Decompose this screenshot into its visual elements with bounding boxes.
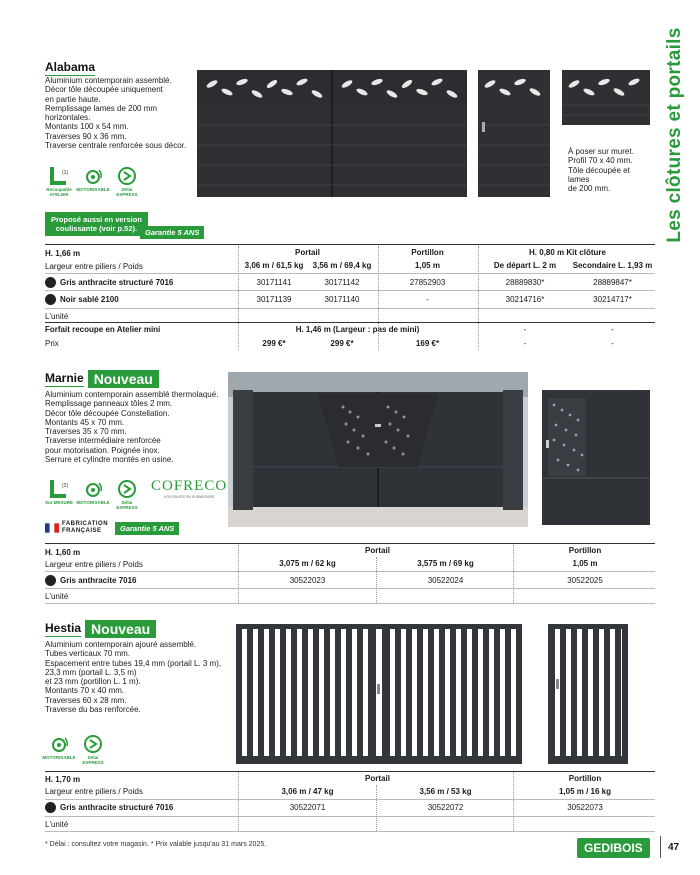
hestia-col-portillon: Portillon: [568, 774, 602, 783]
express-icon: Délai EXPRESS: [79, 733, 107, 765]
alabama-description: Aluminium contemporain assemblé. Décor tôle découpée uniquement en partie haute. Remplissage lames de 200 mm horizontales. Montants 100 x 54 mm. Traverses 90 x 36 mm. Traverse centrale renforcée sous décor.: [45, 76, 187, 151]
color-swatch: [45, 802, 56, 813]
alabama-feature-icons: [45, 165, 141, 197]
alabama-ref-2-3: -: [426, 295, 429, 304]
alabama-color-2: Noir sablé 2100: [45, 293, 119, 305]
hestia-col-portail: Portail: [365, 774, 390, 783]
marnie-ref-1: 30522023: [289, 576, 326, 585]
hestia-ref-1: 30522071: [289, 803, 326, 812]
section-side-title: [655, 20, 695, 250]
alabama-ref-2-1: 30171139: [256, 295, 292, 304]
divider: [378, 246, 379, 350]
marnie-header: [45, 370, 159, 388]
footer-note: * Délai : consultez votre magasin. * Prix valable jusqu'au 31 mars 2025.: [45, 841, 267, 848]
hestia-color-1: Gris anthracite structuré 7016: [45, 801, 173, 813]
alabama-ref-2-2: 30171140: [324, 295, 360, 304]
alabama-rule: [45, 290, 655, 291]
hestia-rule: [45, 799, 655, 800]
marnie-size-3: 1,05 m: [572, 559, 598, 568]
alabama-rule: [45, 273, 655, 274]
hestia-title: Hestia: [45, 621, 82, 635]
divider: [478, 246, 479, 350]
color-swatch: [45, 277, 56, 288]
alabama-portillon-image: [478, 70, 550, 197]
marnie-ref-2: 30522024: [427, 576, 464, 585]
hestia-rule: [45, 816, 655, 817]
divider: [376, 785, 377, 831]
cofreco-logo: COFRECO VOS ENVIES EN SURMESURE: [151, 478, 228, 499]
marnie-gate-photo: [228, 372, 528, 527]
alabama-size-5: Secondaire L. 1,93 m: [572, 261, 653, 270]
alabama-price-4: -: [523, 339, 527, 348]
alabama-col-portillon: Portillon: [411, 248, 444, 257]
alabama-size-2: 3,56 m / 69,4 kg: [312, 261, 372, 270]
marnie-title: Marnie: [45, 371, 84, 385]
motorisable-icon: MOTORISABLE: [79, 478, 107, 505]
divider: [238, 246, 239, 350]
marnie-ref-3: 30522025: [567, 576, 603, 585]
divider: [376, 557, 377, 603]
alabama-warranty-badge: Garantie 5 ANS: [140, 226, 204, 239]
hestia-portillon-image: [548, 624, 628, 764]
divider: [513, 772, 514, 831]
alabama-size-3: 1,05 m: [415, 261, 440, 270]
express-icon: Délai EXPRESS: [113, 478, 141, 510]
hestia-description: Aluminium contemporain ajouré assemblé. Tubes verticaux 70 mm. Espacement entre tubes 19,4 mm (portail L. 3 m), 23,3 mm (portail L. 3,5 m) et 23 mm (portillon L. 1 m). Montants 70 x 40 mm. Traverses 60 x 28 mm. Traverse du bas renforcée.: [45, 640, 222, 715]
alabama-fence-kit-image: [562, 70, 650, 125]
alabama-rule: [45, 308, 655, 309]
alabama-ref-2-4: 30214716*: [505, 295, 545, 304]
marnie-table-top-rule: [45, 543, 655, 544]
recoupable-icon: (1) Recoupable ATELIER: [45, 165, 73, 197]
alabama-price-2: 299 €*: [330, 339, 354, 348]
gedibois-logo: GEDIBOIS: [577, 838, 650, 858]
alabama-forfait-kit-1: -: [523, 325, 527, 334]
alabama-table-top-rule: [45, 244, 655, 245]
alabama-kit-note: À poser sur muret. Profil 70 x 40 mm. Tôle découpée et lames de 200 mm.: [568, 147, 634, 194]
marnie-feature-icons: [45, 478, 227, 510]
alabama-ref-1-4: 28889830*: [505, 278, 545, 287]
hestia-header: [45, 620, 156, 638]
side-title-text: Les clôtures et portails: [664, 27, 685, 243]
svg-text:(2): (2): [62, 483, 69, 489]
express-icon: Délai EXPRESS: [113, 165, 141, 197]
hestia-size-2: 3,56 m / 53 kg: [419, 787, 472, 796]
alabama-price-5: -: [611, 339, 614, 348]
alabama-forfait-kit-2: -: [611, 325, 614, 334]
alabama-sliding-notice: Proposé aussi en version coulissante (voir p.52).: [45, 212, 148, 236]
page-number: 47: [668, 842, 680, 853]
alabama-ref-2-5: 30214717*: [593, 295, 632, 304]
hestia-ref-3: 30522073: [567, 803, 603, 812]
hestia-feature-icons: [42, 733, 107, 765]
divider: [513, 545, 514, 603]
svg-text:(1): (1): [62, 170, 69, 176]
hestia-size-3: 1,05 m / 16 kg: [558, 787, 612, 796]
marnie-size-1: 3,075 m / 62 kg: [279, 559, 336, 568]
divider: [238, 772, 239, 831]
motorisable-icon: MOTORISABLE: [45, 733, 73, 765]
alabama-ref-1-5: 28889847*: [593, 278, 632, 287]
marnie-height: H. 1,60 m: [45, 547, 81, 557]
marnie-size-2: 3,575 m / 69 kg: [417, 559, 474, 568]
divider: [238, 545, 239, 603]
color-swatch: [45, 575, 56, 586]
hestia-height: H. 1,70 m: [45, 774, 81, 784]
marnie-unit: L'unité: [45, 591, 69, 601]
alabama-price-3: 169 €*: [415, 339, 440, 348]
alabama-unit: L'unité: [45, 311, 69, 321]
hestia-rule: [45, 831, 655, 832]
marnie-rule: [45, 571, 655, 572]
alabama-row-sizes-label: Largeur entre piliers / Poids: [45, 261, 143, 271]
marnie-col-portail: Portail: [365, 546, 390, 555]
hestia-unit: L'unité: [45, 819, 69, 829]
alabama-title: Alabama: [45, 60, 96, 74]
motorisable-icon: MOTORISABLE: [79, 165, 107, 197]
marnie-rule: [45, 588, 655, 589]
alabama-height: H. 1,66 m: [45, 248, 81, 258]
french-flag-icon: [45, 523, 59, 533]
alabama-ref-1-1: 30171141: [256, 278, 292, 287]
marnie-portillon-image: [542, 390, 650, 525]
alabama-price-1: 299 €*: [262, 339, 286, 348]
hestia-table-top-rule: [45, 771, 655, 772]
alabama-size-4: De départ L. 2 m: [493, 261, 557, 270]
hestia-new-badge: Nouveau: [85, 620, 156, 638]
alabama-gate-image: [197, 70, 467, 197]
alabama-forfait-label: Forfait recoupe en Atelier mini: [45, 324, 161, 334]
alabama-color-1: Gris anthracite structuré 7016: [45, 276, 173, 288]
sur-mesure-icon: (2) Sur MESURE: [45, 478, 73, 505]
color-swatch: [45, 294, 56, 305]
marnie-warranty-badge: Garantie 5 ANS: [115, 522, 179, 535]
marnie-new-badge: Nouveau: [88, 370, 159, 388]
hestia-gate-image: [236, 624, 522, 764]
fabrication-francaise: FABRICATION FRANÇAISE: [45, 521, 108, 534]
alabama-ref-1-3: 27852903: [409, 278, 446, 287]
marnie-description: Aluminium contemporain assemblé thermolaqué. Remplissage panneaux tôles 2 mm. Décor tôle découpée Constellation. Montants 45 x 70 mm. Traverses 35 x 70 mm. Traverse intermédiaire renforcée pour motorisation. Poignée inox. Serrure et cylindre montés en usine.: [45, 390, 219, 465]
marnie-color-1: Gris anthracite 7016: [45, 574, 136, 586]
marnie-rule: [45, 603, 655, 604]
hestia-row-sizes-label: Largeur entre piliers / Poids: [45, 786, 143, 796]
page-divider: [660, 836, 661, 858]
hestia-size-1: 3,06 m / 47 kg: [281, 787, 334, 796]
alabama-ref-1-2: 30171142: [324, 278, 360, 287]
alabama-col-portail: Portail: [295, 248, 320, 257]
alabama-forfait-value: H. 1,46 m (Largeur : pas de mini): [295, 325, 420, 334]
hestia-ref-2: 30522072: [427, 803, 464, 812]
marnie-col-portillon: Portillon: [568, 546, 602, 555]
alabama-size-1: 3,06 m / 61,5 kg: [244, 261, 304, 270]
alabama-prix-label: Prix: [45, 338, 59, 348]
alabama-col-kit: H. 0,80 m Kit clôture: [529, 248, 606, 257]
marnie-row-sizes-label: Largeur entre piliers / Poids: [45, 559, 143, 569]
